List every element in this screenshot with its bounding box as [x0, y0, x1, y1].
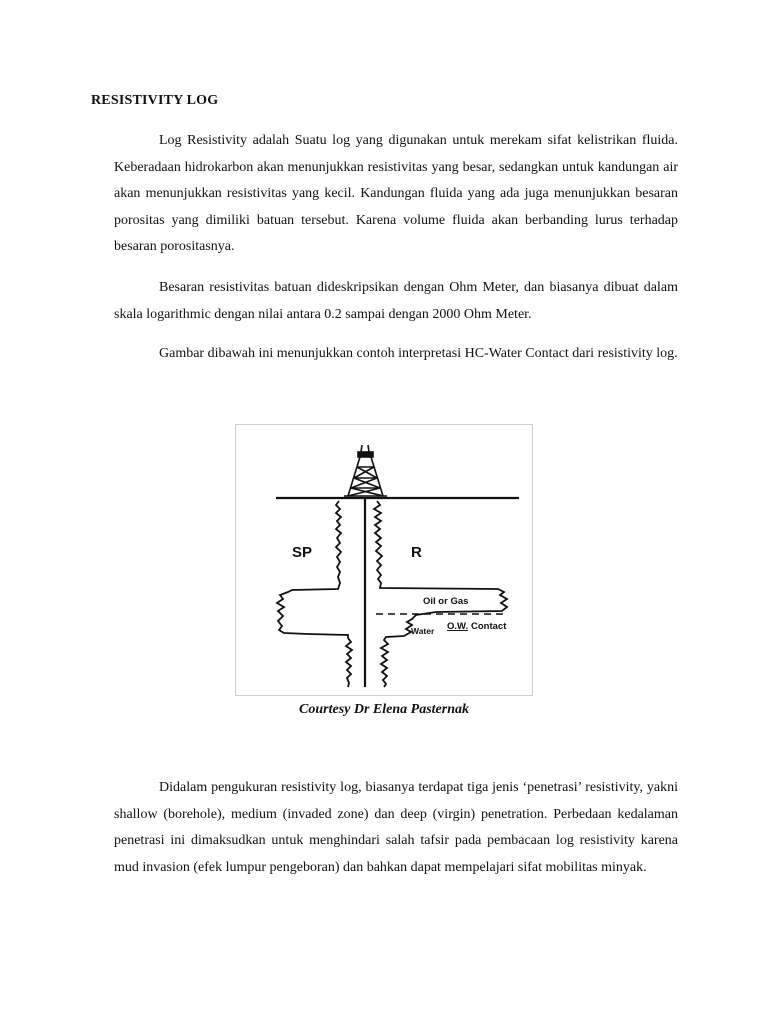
- paragraph-penetration: Didalam pengukuran resistivity log, biasanya terdapat tiga jenis ‘penetrasi’ resistivity, yakni shallow (borehole), medium (invaded zone) dan deep (virgin) penetration. Perbedaan kedalaman penetrasi ini dimaksudkan untuk menghindari salah tafsir pada pembacaan log resistivity karena mud invasion (efek lumpur pengeboran) dan bahkan dapat mempelajari sifat mobilitas minyak.: [114, 780, 678, 875]
- water-label: Water: [411, 626, 435, 636]
- oil-gas-label: Oil or Gas: [423, 596, 469, 607]
- contact-label: Contact: [471, 621, 507, 632]
- paragraph-figure-intro: Gambar dibawah ini menunjukkan contoh interpretasi HC-Water Contact dari resistivity log.: [159, 346, 678, 361]
- figure-caption: Courtesy Dr Elena Pasternak: [299, 702, 469, 717]
- resistivity-curve: [374, 501, 507, 687]
- r-label: R: [411, 544, 422, 561]
- sp-label: SP: [292, 544, 313, 561]
- ow-label: O.W.: [447, 621, 469, 632]
- section-heading: RESISTIVITY LOG: [91, 93, 219, 108]
- paragraph-intro: Log Resistivity adalah Suatu log yang digunakan untuk merekam sifat kelistrikan fluida. Keberadaan hidrokarbon akan menunjukkan resistivitas yang besar, sedangkan untuk kandungan air akan menunjukkan resistivitas yang kecil. Kandungan fluida yang ada juga menunjukkan besaran porositas yang dimiliki batuan tersebut. Karena volume fluida akan berbanding lurus terhadap besaran porositasnya.: [114, 133, 678, 255]
- sp-curve: [277, 501, 352, 687]
- well-log-diagram: [236, 425, 534, 697]
- resistivity-log-figure: [235, 424, 533, 696]
- paragraph-units: Besaran resistivitas batuan dideskripsikan dengan Ohm Meter, dan biasanya dibuat dalam skala logarithmic dengan nilai antara 0.2 sampai dengan 2000 Ohm Meter.: [114, 280, 678, 322]
- drilling-rig-icon: [344, 445, 387, 496]
